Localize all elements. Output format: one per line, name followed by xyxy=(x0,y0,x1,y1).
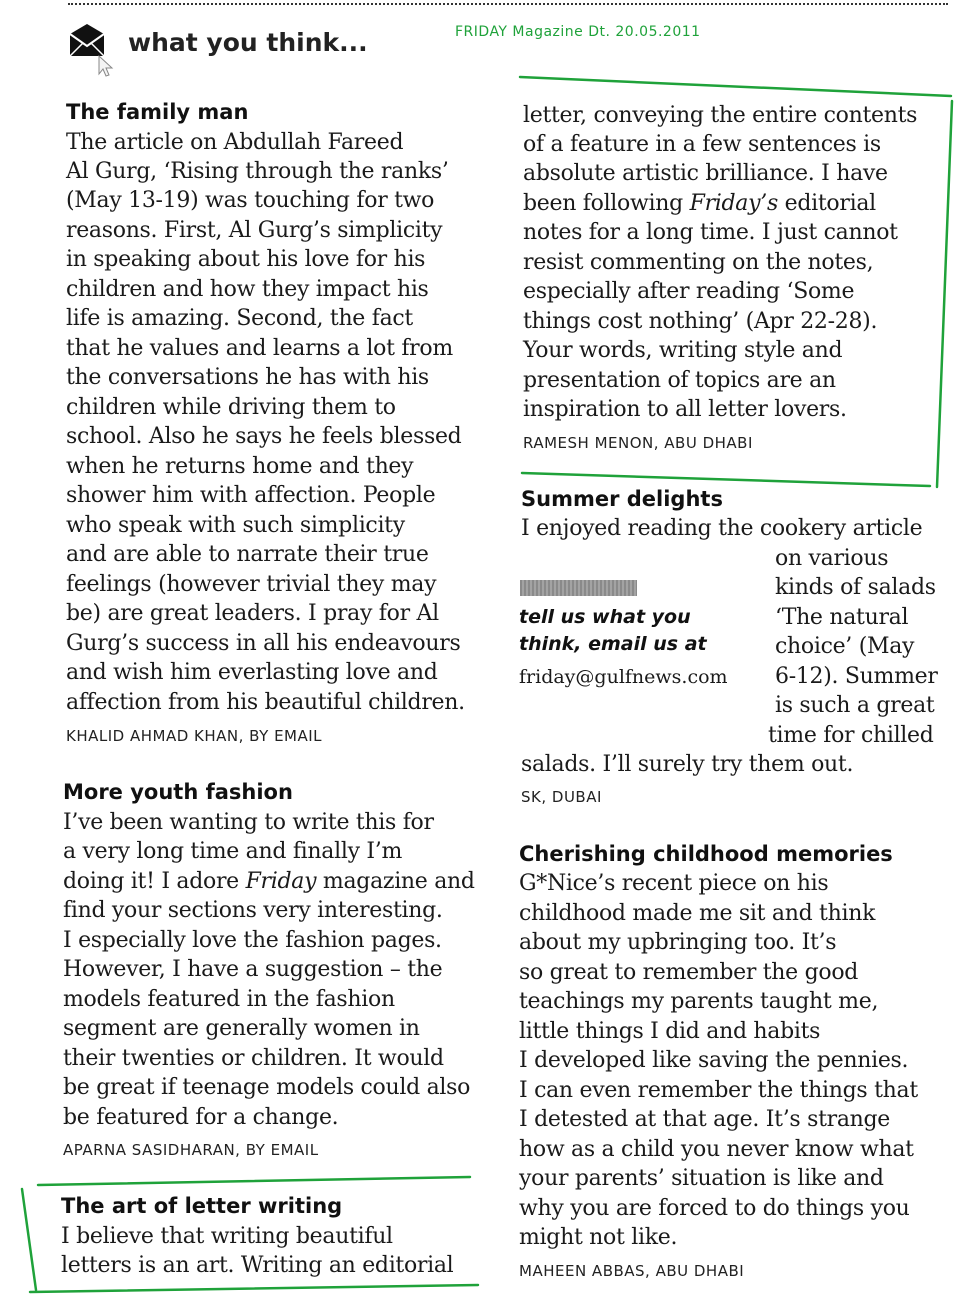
letter-line: ‘The natural xyxy=(775,605,909,630)
letter-line: children while driving them to xyxy=(66,395,396,420)
highlight-right-line xyxy=(937,101,952,487)
letter-line: Your words, writing style and xyxy=(523,338,843,363)
letter-line: notes for a long time. I just cannot xyxy=(523,220,898,245)
letter-line: time for chilled xyxy=(768,723,934,748)
letter-line: who speak with such simplicity xyxy=(66,513,405,538)
letter-line: choice’ (May xyxy=(775,634,915,659)
letter-line: G*Nice’s recent piece on his xyxy=(519,871,829,896)
letter-line: reasons. First, Al Gurg’s simplicity xyxy=(66,218,443,243)
letter-signature: SK, DUBAI xyxy=(521,788,602,806)
text-run: magazine and xyxy=(316,869,475,894)
highlight-lower-top-line xyxy=(38,1177,470,1185)
letter-line: models featured in the fashion xyxy=(63,987,395,1012)
letter-line: I enjoyed reading the cookery article xyxy=(521,516,923,541)
highlight-lower-bottom-line xyxy=(30,1285,478,1292)
letter-line: letters is an art. Writing an editorial xyxy=(61,1253,454,1278)
letter-line: the conversations he has with his xyxy=(66,365,429,390)
letter-line: school. Also he says he feels blessed xyxy=(66,424,462,449)
letter-line: However, I have a suggestion – the xyxy=(63,957,443,982)
letter-line: a very long time and finally I’m xyxy=(63,839,403,864)
letter-line: 6-12). Summer xyxy=(775,664,938,689)
letter-line: absolute artistic brilliance. I have xyxy=(523,161,888,186)
letter-heading: Summer delights xyxy=(521,487,723,511)
letter-line: and wish him everlasting love and xyxy=(66,660,438,685)
promo-text: think, email us at xyxy=(519,633,707,655)
letter-line: so great to remember the good xyxy=(519,960,859,985)
letter-line: life is amazing. Second, the fact xyxy=(66,306,413,331)
letter-heading: More youth fashion xyxy=(63,780,293,804)
letter-line: when he returns home and they xyxy=(66,454,414,479)
letter-line: teachings my parents taught me, xyxy=(519,989,879,1014)
letter-line: letter, conveying the entire contents xyxy=(523,103,918,128)
letter-signature: KHALID AHMAD KHAN, BY EMAIL xyxy=(66,727,323,745)
letter-line: (May 13-19) was touching for two xyxy=(66,188,435,213)
magazine-name-italic: Friday’s xyxy=(689,191,778,216)
letter-line: of a feature in a few sentences is xyxy=(523,132,881,157)
letter-line: about my upbringing too. It’s xyxy=(519,930,837,955)
letter-line: Al Gurg, ‘Rising through the ranks’ xyxy=(66,159,449,184)
letter-line: salads. I’ll surely try them out. xyxy=(521,752,854,777)
section-title: what you think... xyxy=(128,28,368,57)
letter-line: be featured for a change. xyxy=(63,1105,339,1130)
letter-line: resist commenting on the notes, xyxy=(523,250,874,275)
letter-line: children and how they impact his xyxy=(66,277,429,302)
letter-line: be great if teenage models could also xyxy=(63,1075,471,1100)
letter-line: inspiration to all letter lovers. xyxy=(523,397,847,422)
letter-line: why you are forced to do things you xyxy=(519,1196,910,1221)
letter-line: be) are great leaders. I pray for Al xyxy=(66,601,439,626)
letter-signature: MAHEEN ABBAS, ABU DHABI xyxy=(519,1262,745,1280)
letter-line: I’ve been wanting to write this for xyxy=(63,810,434,835)
letter-line: that he values and learns a lot from xyxy=(66,336,453,361)
text-run: been following xyxy=(523,191,690,216)
letter-line: childhood made me sit and think xyxy=(519,901,876,926)
letter-line: affection from his beautiful children. xyxy=(66,690,465,715)
letter-line: I developed like saving the pennies. xyxy=(519,1048,909,1073)
letter-heading: The art of letter writing xyxy=(61,1194,343,1218)
letter-line: Gurg’s success in all his endeavours xyxy=(66,631,461,656)
letter-line: The article on Abdullah Fareed xyxy=(66,130,404,155)
letter-line: segment are generally women in xyxy=(63,1016,420,1041)
letter-line: find your sections very interesting. xyxy=(63,898,443,923)
letter-signature: RAMESH MENON, ABU DHABI xyxy=(523,434,753,452)
letter-line: things cost nothing’ (Apr 22-28). xyxy=(523,309,878,334)
letter-line: is such a great xyxy=(775,693,935,718)
promo-email-link[interactable]: friday@gulfnews.com xyxy=(519,666,728,688)
letter-line: their twenties or children. It would xyxy=(63,1046,444,1071)
letter-line: on various xyxy=(775,546,889,571)
letter-line: your parents’ situation is like and xyxy=(519,1166,884,1191)
promo-text: tell us what you xyxy=(519,606,691,628)
letter-line: and are able to narrate their true xyxy=(66,542,429,567)
letter-line: little things I did and habits xyxy=(519,1019,821,1044)
letter-line: shower him with affection. People xyxy=(66,483,436,508)
letter-line: kinds of salads xyxy=(775,575,936,600)
text-run: editorial xyxy=(777,191,876,216)
letter-line: I especially love the fashion pages. xyxy=(63,928,442,953)
letter-heading: Cherishing childhood memories xyxy=(519,842,893,866)
text-run: doing it! I adore xyxy=(63,869,246,894)
letter-line: feelings (however trivial they may xyxy=(66,572,437,597)
letter-line: especially after reading ‘Some xyxy=(523,279,855,304)
letter-heading: The family man xyxy=(66,100,249,124)
letter-line: I believe that writing beautiful xyxy=(61,1224,393,1249)
magazine-date-stamp: FRIDAY Magazine Dt. 20.05.2011 xyxy=(455,24,701,40)
highlight-lower-left-line xyxy=(22,1189,36,1290)
letter-line: I detested at that age. It’s strange xyxy=(519,1107,891,1132)
letter-line: might not like. xyxy=(519,1225,678,1250)
magazine-name-italic: Friday xyxy=(245,869,317,894)
letter-line: presentation of topics are an xyxy=(523,368,836,393)
highlight-top-line xyxy=(520,77,951,96)
letter-line: in speaking about his love for his xyxy=(66,247,426,272)
letter-line: I can even remember the things that xyxy=(519,1078,918,1103)
letter-line: how as a child you never know what xyxy=(519,1137,914,1162)
highlight-bottom-line xyxy=(522,473,930,486)
letter-signature: APARNA SASIDHARAN, BY EMAIL xyxy=(63,1141,319,1159)
